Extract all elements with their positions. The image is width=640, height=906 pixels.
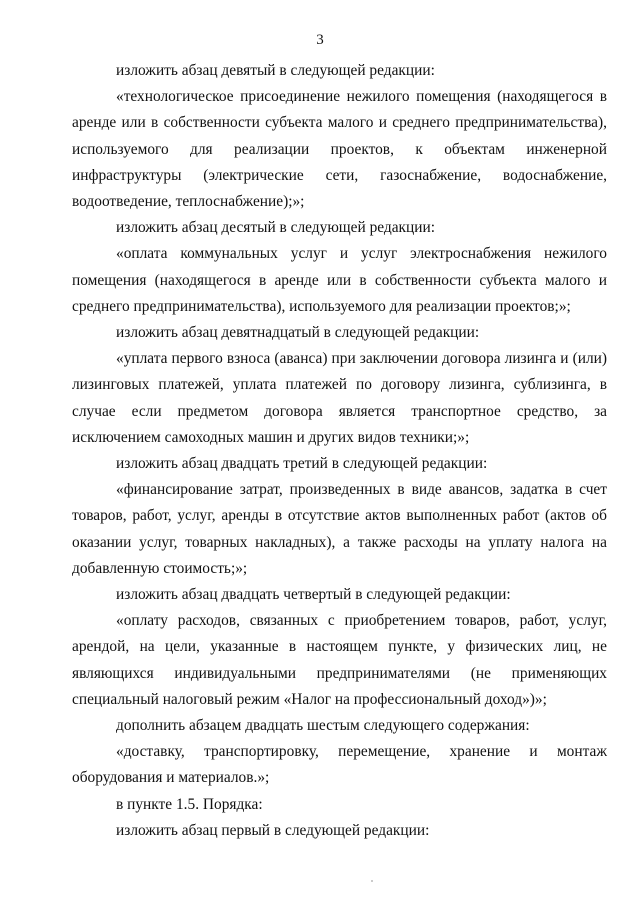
paragraph-instruction: изложить абзац девятнадцатый в следующей редакции: xyxy=(116,324,480,342)
paragraph-instruction: изложить абзац двадцать третий в следующей редакции: xyxy=(116,455,488,473)
page-number: 3 xyxy=(316,32,324,48)
paragraph-quoted-text: «оплату расходов, связанных с приобретением товаров, работ, услуг, арендой, на цели, указанные в настоящем пункте, у физических лиц, не являющихся индивидуальными предпринимателями (не применяющих специальный налоговый режим «Налог на профессиональный доход»)»; xyxy=(72,612,607,708)
paragraph-quoted-text: «оплата коммунальных услуг и услуг электроснабжения нежилого помещения (находящегося в аренде или в собственности субъекта малого и среднего предпринимательства), используемого для реализации проектов;»; xyxy=(72,245,607,315)
paragraph-instruction: изложить абзац первый в следующей редакции: xyxy=(116,821,430,839)
scan-artifact xyxy=(371,880,373,882)
document-body xyxy=(72,58,607,844)
paragraph-quoted-text: «уплата первого взноса (аванса) при заключении договора лизинга и (или) лизинговых платежей, уплата платежей по договору лизинга, сублизинга, в случае если предметом договора является транспортное средство, за исключением самоходных машин и других видов техники;»; xyxy=(72,350,607,446)
paragraph-instruction: изложить абзац двадцать четвертый в следующей редакции: xyxy=(116,586,511,604)
paragraph-quoted-text: «технологическое присоединение нежилого помещения (находящегося в аренде или в собственности субъекта малого и среднего предпринимательства), используемого для реализации проектов, к объектам инженерной инфраструктуры (электрические сети, газоснабжение, водоснабжение, водоотведение, теплоснабжение);»; xyxy=(72,88,607,211)
paragraph-instruction: изложить абзац десятый в следующей редакции: xyxy=(116,219,436,237)
paragraph-quoted-text: «доставку, транспортировку, перемещение, хранение и монтаж оборудования и материалов.»; xyxy=(72,743,607,787)
paragraph-quoted-text: «финансирование затрат, произведенных в виде авансов, задатка в счет товаров, работ, услуг, аренды в отсутствие актов выполненных работ (актов об оказании услуг, товарных накладных), а также расходы на уплату налога на добавленную стоимость;»; xyxy=(72,481,607,577)
paragraph-instruction: изложить абзац девятый в следующей редакции: xyxy=(116,62,435,79)
paragraph-instruction: в пункте 1.5. Порядка: xyxy=(116,795,263,813)
paragraph-instruction: дополнить абзацем двадцать шестым следующего содержания: xyxy=(116,717,530,735)
